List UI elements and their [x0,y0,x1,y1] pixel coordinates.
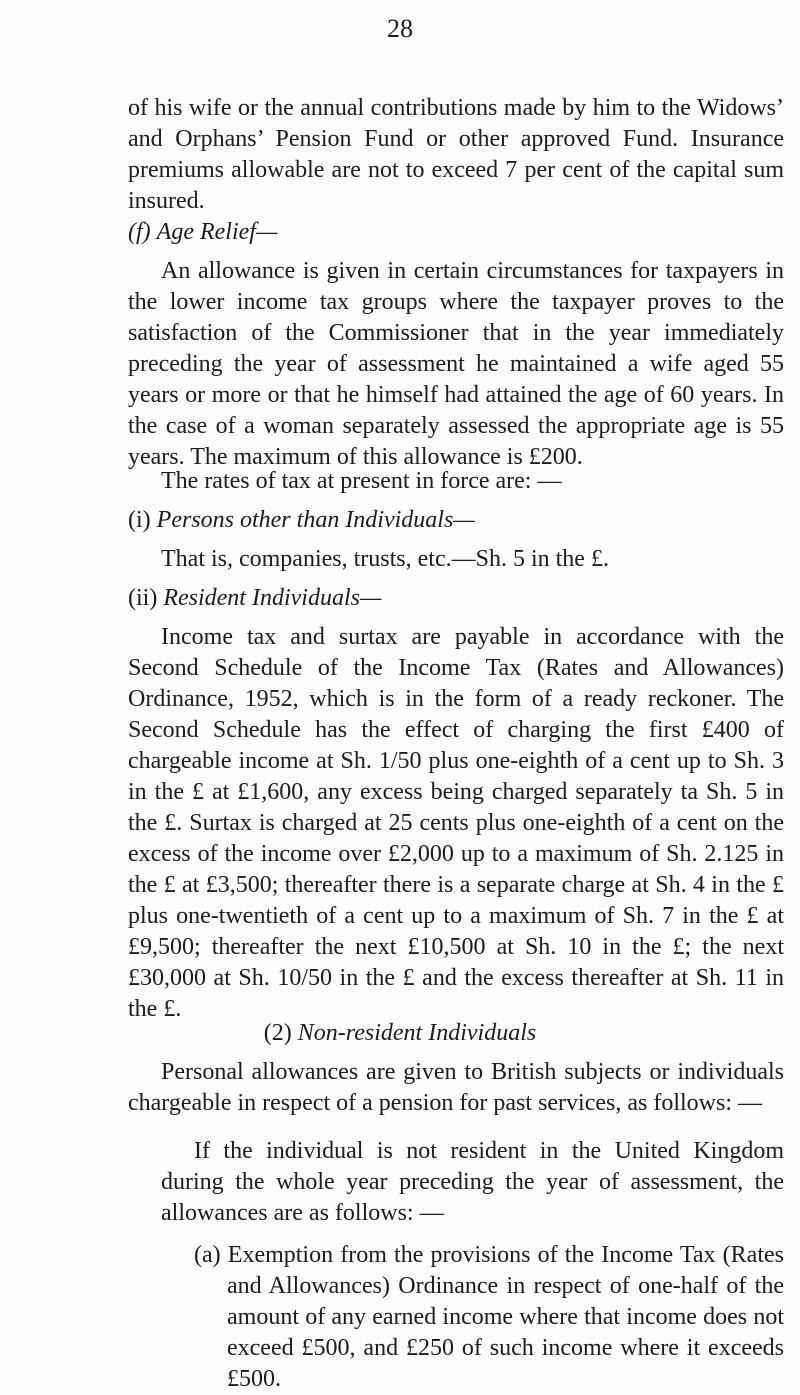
list-item-a-exemption [194,1240,784,1395]
heading-resident-individuals [128,583,381,614]
list-item-a-text: Exemption from the provisions of the Income Tax (Rates and Allowances) Ordinance in respect of one-half of the amount of any earned income where that income does not exceed £500, and £250 of such income where it exceeds £500. [227,1242,784,1392]
heading-persons-text: Persons other than Individuals— [156,507,475,533]
paragraph-not-resident-uk: If the individual is not resident in the United Kingdom during the whole year preceding the year of assessment, the allowances are as follows: — [161,1138,784,1226]
paragraph-insurance-premiums: of his wife or the annual contributions made by him to the Widows’ and Orphans’ Pension Fund or other approved Fund. Insurance premiums allowable are not to exceed 7 per cent of the capital sum insured. [128,95,784,214]
list-item-a-label: (a) [194,1242,221,1268]
heading-age-relief [128,217,277,248]
heading-non-resident-text: Non-resident Individuals [297,1020,537,1046]
page-number: 28 [387,14,413,43]
heading-non-resident-individuals [0,1018,800,1049]
heading-resident-text: Resident Individuals— [163,585,382,611]
heading-persons-label: (i) [128,507,151,533]
heading-resident-label: (ii) [128,585,158,611]
heading-persons-other-than-individuals [128,505,475,536]
heading-non-resident-label: (2) [263,1020,292,1046]
paragraph-resident-individuals: Income tax and surtax are payable in accordance with the Second Schedule of the Income Tax (Rates and Allowances) Ordinance, 1952, which is in the form of a ready reckoner. The Second Schedule has the effect of charging the first £400 of chargeable income at Sh. 1/50 plus one-eighth of a cent up to Sh. 3 in the £ at £1,600, any excess being charged separately ta Sh. 5 in the £. Surtax is charged at 25 cents plus one-eighth of a cent on the excess of the income over £2,000 up to a maximum of Sh. 2.125 in the £ at £3,500; thereafter there is a separate charge at Sh. 4 in the £ plus one-twentieth of a cent up to a maximum of Sh. 7 in the £ at £9,500; thereafter the next £10,500 at Sh. 10 in the £; the next £30,000 at Sh. 10/50 in the £ and the excess thereafter at Sh. 11 in the £. [128,624,784,1022]
paragraph-tax-rates-intro: The rates of tax at present in force are: — [161,468,562,494]
paragraph-age-relief: An allowance is given in certain circumstances for taxpayers in the lower income tax groups where the taxpayer proves to the satisfaction of the Commissioner that in the year immediately preceding the year of assessment he maintained a wife aged 55 years or more or that he himself had attained the age of 60 years. In the case of a woman separately assessed the appropriate age is 55 years. The maximum of this allowance is £200. [128,258,784,470]
paragraph-personal-allowances: Personal allowances are given to British subjects or individuals chargeable in respect of a pension for past services, as follows: — [128,1059,784,1116]
heading-age-relief-label: (f) [128,219,151,245]
paragraph-companies-rate: That is, companies, trusts, etc.—Sh. 5 in the £. [161,546,609,572]
heading-age-relief-text: Age Relief— [156,219,278,245]
